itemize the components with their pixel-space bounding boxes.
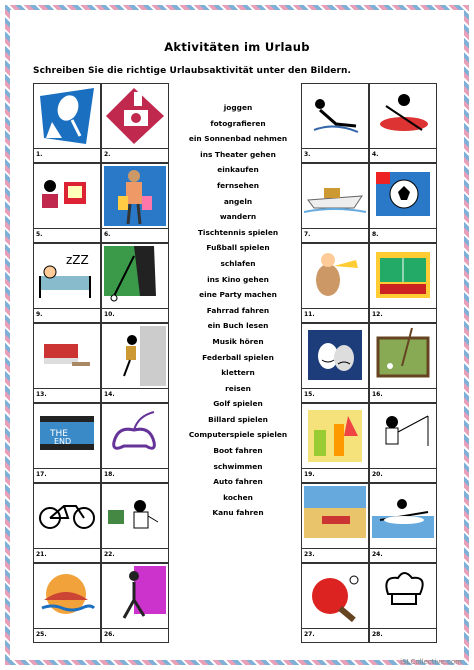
word-item: ins Kino gehen <box>207 274 269 284</box>
picture-cell-15[interactable] <box>301 323 369 403</box>
bicycle-picture <box>36 486 98 546</box>
gamepad-picture <box>104 406 166 466</box>
answer-line[interactable]: 4. <box>370 148 436 162</box>
word-item: wandern <box>219 212 257 222</box>
picture-cell-20[interactable] <box>369 403 437 483</box>
picture-cell-1[interactable] <box>33 83 101 163</box>
word-item: ein Sonnenbad nehmen <box>188 134 288 144</box>
answer-line[interactable]: 23. <box>302 548 368 562</box>
picture-cell-23[interactable] <box>301 483 369 563</box>
picture-cell-18[interactable] <box>101 403 169 483</box>
party-picture <box>304 406 366 466</box>
word-item: fernsehen <box>216 180 260 190</box>
svg-text:END: END <box>54 437 72 446</box>
billiard-picture <box>372 326 434 386</box>
answer-line[interactable]: 21. <box>34 548 100 562</box>
theater-masks-picture <box>304 326 366 386</box>
music-listening-picture <box>104 486 166 546</box>
canoe-picture <box>372 86 434 146</box>
word-item: klettern <box>221 368 255 378</box>
picture-cell-12[interactable] <box>369 243 437 323</box>
word-item: angeln <box>223 196 253 206</box>
watching-tv-picture <box>36 166 98 226</box>
instruction-text: Schreiben Sie die richtige Urlaubsaktivität unter den Bildern. <box>33 66 352 76</box>
answer-line[interactable]: 13. <box>34 388 100 402</box>
word-item: Billard spielen <box>208 414 268 424</box>
answer-line[interactable]: 2. <box>102 148 168 162</box>
word-item: joggen <box>223 103 253 112</box>
picture-cell-4[interactable] <box>369 83 437 163</box>
football-picture <box>372 166 434 226</box>
picture-cell-14[interactable] <box>101 323 169 403</box>
word-item: Golf spielen <box>213 399 263 409</box>
worksheet-title: Aktivitäten im Urlaub <box>164 40 310 54</box>
answer-line[interactable]: 15. <box>302 388 368 402</box>
picture-cell-17[interactable] <box>33 403 101 483</box>
picture-cell-16[interactable] <box>369 323 437 403</box>
answer-line[interactable]: 26. <box>102 628 168 642</box>
svg-text:zZZ: zZZ <box>66 253 89 267</box>
picture-cell-2[interactable] <box>101 83 169 163</box>
ping-pong-paddle-picture <box>304 566 366 626</box>
word-item: reisen <box>225 383 251 393</box>
picture-cell-25[interactable] <box>33 563 101 643</box>
picture-cell-13[interactable] <box>33 323 101 403</box>
word-item: Musik hören <box>212 336 264 346</box>
word-item: kochen <box>223 492 253 502</box>
answer-line[interactable]: 24. <box>370 548 436 562</box>
site-watermark: iSLCollective.com <box>400 658 462 666</box>
fishing-picture <box>372 406 434 466</box>
swimming-picture <box>36 566 98 626</box>
answer-line[interactable]: 22. <box>102 548 168 562</box>
answer-line[interactable]: 11. <box>302 308 368 322</box>
jogging-picture <box>104 566 166 626</box>
answer-line[interactable]: 20. <box>370 468 436 482</box>
picture-cell-26[interactable] <box>101 563 169 643</box>
answer-line[interactable]: 16. <box>370 388 436 402</box>
picture-cell-24[interactable] <box>369 483 437 563</box>
word-item: schlafen <box>220 258 256 268</box>
climbing-picture <box>104 326 166 386</box>
boat-picture <box>304 166 366 226</box>
picture-cell-7[interactable] <box>301 163 369 243</box>
answer-line[interactable]: 6. <box>102 228 168 242</box>
beach-picture <box>304 486 366 546</box>
word-item: ins Theater gehen <box>200 149 276 159</box>
svg-text:THE: THE <box>50 429 68 439</box>
word-item: ein Buch lesen <box>207 321 269 331</box>
camera-picture <box>104 86 166 146</box>
picture-cell-19[interactable] <box>301 403 369 483</box>
word-item: schwimmen <box>213 461 263 471</box>
picture-cell-11[interactable] <box>301 243 369 323</box>
shopping-picture <box>104 166 166 226</box>
answer-line[interactable]: 9. <box>34 308 100 322</box>
answer-line[interactable]: 17. <box>34 468 100 482</box>
word-item: Auto fahren <box>213 477 263 487</box>
answer-line[interactable]: 12. <box>370 308 436 322</box>
answer-line[interactable]: 18. <box>102 468 168 482</box>
picture-cell-22[interactable] <box>101 483 169 563</box>
table-tennis-table-picture <box>372 246 434 306</box>
word-item: einkaufen <box>217 165 259 175</box>
book-picture <box>36 326 98 386</box>
word-item: fotografieren <box>210 118 266 128</box>
word-item: Kanu fahren <box>212 508 264 518</box>
answer-line[interactable]: 25. <box>34 628 100 642</box>
sleeping-picture <box>36 246 98 306</box>
word-item: Fußball spielen <box>206 243 270 253</box>
picture-cell-3[interactable] <box>301 83 369 163</box>
picture-cell-27[interactable] <box>301 563 369 643</box>
picture-cell-5[interactable] <box>33 163 101 243</box>
trumpet-picture <box>304 246 366 306</box>
word-item: Computerspiele spielen <box>188 430 288 440</box>
picture-cell-10[interactable] <box>101 243 169 323</box>
word-item: Fahrrad fahren <box>206 305 270 315</box>
answer-line[interactable]: 14. <box>102 388 168 402</box>
word-item: Boot fahren <box>213 446 263 456</box>
rowing-picture <box>372 486 434 546</box>
answer-line[interactable]: 5. <box>34 228 100 242</box>
answer-line[interactable]: 7. <box>302 228 368 242</box>
picture-cell-6[interactable] <box>101 163 169 243</box>
answer-line[interactable]: 8. <box>370 228 436 242</box>
word-item: Tischtennis spielen <box>197 227 279 237</box>
answer-line[interactable]: 27. <box>302 628 368 642</box>
picture-cell-28[interactable] <box>369 563 437 643</box>
answer-line[interactable]: 28. <box>370 628 436 642</box>
picture-cell-9[interactable] <box>33 243 101 323</box>
cinema-picture <box>36 406 98 466</box>
sunbathing-picture <box>304 86 366 146</box>
answer-line[interactable]: 10. <box>102 308 168 322</box>
word-bank <box>178 100 298 521</box>
chef-hat-picture <box>372 566 434 626</box>
golf-picture <box>104 246 166 306</box>
answer-line[interactable]: 1. <box>34 148 100 162</box>
tennis-racket-picture <box>36 86 98 146</box>
answer-line[interactable]: 19. <box>302 468 368 482</box>
word-item: Federball spielen <box>202 352 274 362</box>
picture-cell-8[interactable] <box>369 163 437 243</box>
word-item: eine Party machen <box>199 290 277 300</box>
answer-line[interactable]: 3. <box>302 148 368 162</box>
picture-cell-21[interactable] <box>33 483 101 563</box>
